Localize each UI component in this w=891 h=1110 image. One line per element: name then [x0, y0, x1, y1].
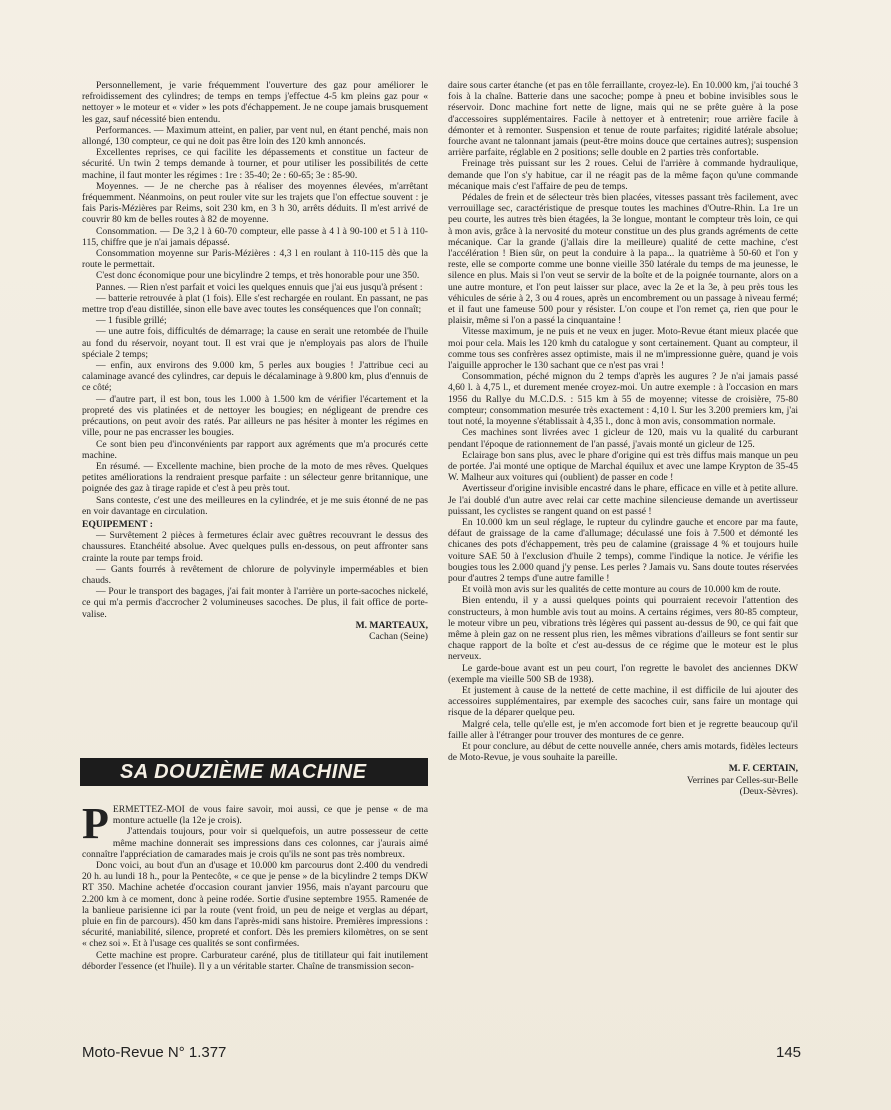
- article-paragraph: — batterie retrouvée à plat (1 fois). Elle s'est rechargée en roulant. En passant, ne pas mettre trop d'eau distillée, sinon elle bave avec toutes les conséquences que l'on connaît;: [82, 292, 428, 316]
- article-paragraph: Bien entendu, il y a aussi quelques points qui pourraient recevoir l'attention des constructeurs, à mon humble avis tout au moins. A certains régimes, vers 80-85 compteur, le moteur vibre un peu, vibrations très légères qui passent au-dessus de 90, ce qui fait que même à plein gaz on ne ressent plus rien, les mêmes vibrations d'ailleurs se font sentir sur chaque rapport de la boîte et c'est au-dessus de ce régime que le moteur est le plus nerveux.: [448, 595, 798, 663]
- article-paragraph: daire sous carter étanche (et pas en tôle ferraillante, croyez-le). En 10.000 km, j'ai touché 3 fois à la chaîne. Batterie dans une sacoche; pompe à pneu et bobine invisibles sous le réservoir. Donc machine fort nette de ligne, mais qui ne se prête guère à la pose d'accessoires supplémentaires. Facile à nettoyer et à entretenir; roue arrière facile à démonter et à remonter. Suspension et tenue de route parfaites; rigidité latérale absolue; fourche avant ne talonnant jamais (peut-être moins douce que certaines autres); suspension arrière parfaite, réglable en 2 positions; selle double en 2 parties très confortable.: [448, 80, 798, 159]
- article-paragraph: Avertisseur d'origine invisible encastré dans le phare, efficace en ville et à petite allure. Je l'ai doublé d'un autre avec relai car cette machine silencieuse demande un avertisseur puissant, les cyclistes se rangent quand on est passé !: [448, 483, 798, 517]
- author-location: Verrines par Celles-sur-Belle: [686, 774, 798, 786]
- footer-page-number: 145: [776, 1044, 802, 1061]
- author-location: Cachan (Seine): [369, 630, 428, 642]
- article-paragraph: Sans conteste, c'est une des meilleures en la cylindrée, et je me suis étonné de ne pas en voir davantage en circulation.: [82, 494, 428, 517]
- article-paragraph: — d'autre part, il est bon, tous les 1.000 à 1.500 km de vérifier l'écartement et la propreté des vis platinées et de nettoyer les bougies; en négligeant de prendre ces précautions, on peut avoir des ratés. Par ailleurs ne pas hésiter à monter les régimes en ville, pour ne pas encrasser les bougies.: [82, 393, 428, 439]
- article-paragraph: ERMETTEZ-MOI de vous faire savoir, moi aussi, ce que je pense « de ma monture actuelle (la 12e je crois).: [112, 804, 428, 827]
- author-signature: M. F. CERTAIN,: [728, 763, 798, 775]
- article-paragraph: Ces machines sont livrées avec 1 gicleur de 120, mais vu la qualité du carburant pendant l'époque de rationnement de l'an passé, j'avais monté un gicleur de 125.: [448, 427, 798, 450]
- article-paragraph: Consommation, péché mignon du 2 temps d'après les augures ? Je n'ai jamais passé 4,60 l. à 4,75 l., et durement menée croyez-moi. Un autre exemple : à l'occasion en mars 1956 du Rallye du M.C.D.S. : 515 km à 55 de moyenne; vitesse de croisière, 75-80 compteur; consommation mesurée très exactement : 4,10 l. Sur les 3.200 premiers km, j'ai tout noté, la moyenne s'établissait à 4,35 l., donc à mon avis, consommation normale.: [448, 371, 798, 428]
- article-banner: [80, 758, 428, 786]
- article-paragraph: Vitesse maximum, je ne puis et ne veux en juger. Moto-Revue étant mieux placée que moi pour cela. Mais les 120 kmh du catalogue y sont certainement. Quant au compteur, il comme tous ses confrères assez optimiste, mais il ne m'impressionne guère, quand je vois l'aiguille approcher le 130 sachant que ce n'est pas vrai !: [448, 326, 798, 372]
- article-paragraph: — enfin, aux environs des 9.000 km, 5 perles aux bougies ! J'attribue ceci au calaminage avancé des cylindres, car depuis le décalaminage à 9.800 km, plus d'ennuis de ce côté;: [82, 360, 428, 394]
- article-paragraph: J'attendais toujours, pour voir si quelquefois, un autre possesseur de cette même machine donnerait ses impressions dans ces colonnes, car j'aurais aimé connaître l'appréciation de camarades mais je crois qu'ils ne sont pas très nombreux.: [82, 826, 428, 860]
- article-paragraph: Donc voici, au bout d'un an d'usage et 10.000 km parcourus dont 2.400 du vendredi 20 h. au lundi 18 h., pour la Pentecôte, « ce que je pense » de la bicylindre 2 temps DKW RT 350. Machine achetée d'occasion courant janvier 1956, mais n'ayant parcouru que 2.200 km à ce moment, donc à peine rodée. Sortie d'usine septembre 1955. Ramenée de la banlieue parisienne ici par la route (vent froid, un peu de neige et verglas au départ, pluie en fin de parcours). 450 km dans l'après-midi sans histoire. Premières impressions : sécurité, maniabilité, silence, propreté et confort. Dès les premiers kilomètres, on se sent « chez soi ». Et à l'usage ces qualités se sont confirmées.: [82, 860, 428, 950]
- article-paragraph: — Gants fourrés à revêtement de chlorure de polyvinyle imperméables et bien chauds.: [82, 563, 428, 586]
- footer-magazine-title: Moto-Revue N° 1.377: [82, 1044, 227, 1061]
- article-paragraph: Consommation moyenne sur Paris-Mézières : 4,3 l en roulant à 110-115 dès que la route le permettait.: [82, 248, 428, 271]
- article-paragraph: Et pour conclure, au début de cette nouvelle année, chers amis motards, fidèles lecteurs de Moto-Revue, je vous souhaite la pareille.: [448, 740, 798, 764]
- article-paragraph: Et justement à cause de la netteté de cette machine, il est difficile de lui ajouter des accessoires supplémentaires, par exemple des sacoches cuir, sans faire un montage qui risque de la déparer quelque peu.: [448, 684, 798, 719]
- article-paragraph: Moyennes. — Je ne cherche pas à réaliser des moyennes élevées, m'arrêtant fréquemment. Néanmoins, on peut rouler vite sur les trajets que l'on effectue souvent : je fais Paris-Mézières par Reims, soit 230 km, en 3 h 30, arrêts déduits. Il m'est arrivé de couvrir 80 km de belles routes à 82 de moyenne.: [82, 180, 428, 226]
- left-column: [82, 80, 428, 642]
- author-signature: M. MARTEAUX,: [355, 619, 428, 631]
- article-paragraph: Pannes. — Rien n'est parfait et voici les quelques ennuis que j'ai eus jusqu'à présent :: [96, 281, 423, 293]
- second-article-body: [82, 826, 428, 972]
- article-paragraph: Personnellement, je varie fréquemment l'ouverture des gaz pour améliorer le refroidissement des cylindres; de temps en temps j'effectue 4-5 km pleins gaz pour « nettoyer » le moteur et « vider » les pots d'échappement. Je ne coupe jamais brusquement les gaz, sauf nécessité bien entendu.: [82, 80, 428, 125]
- second-article: [82, 799, 428, 972]
- article-paragraph: — Survêtement 2 pièces à fermetures éclair avec guêtres recouvrant le dessus des chaussures. Etanchéité absolue. Avec quelques pulls en-dessous, on peut affronter sans crainte la route par temps froid.: [82, 530, 428, 564]
- drop-cap: P: [82, 799, 109, 848]
- article-paragraph: — une autre fois, difficultés de démarrage; la cause en serait une retombée de l'huile au fond du réservoir, noyant tout. Il est vrai que je n'employais pas alors de l'huile spéciale 2 temps;: [82, 326, 428, 360]
- article-paragraph: Et voilà mon avis sur les qualités de cette monture au cours de 10.000 km de route.: [462, 584, 781, 596]
- article-paragraph: Performances. — Maximum atteint, en palier, par vent nul, en étant penché, mais non allongé, 130 compteur, ce qui ne doit pas être loin des 120 kmh annoncés.: [82, 124, 428, 148]
- article-paragraph: Pédales de frein et de sélecteur très bien placées, vitesses passant très facilement, avec verrouillage sec, caractéristique de presque toutes les machines d'Outre-Rhin. La 1re un peu courte, les autres très bien étagées, la 3e longue, montant le compteur très loin, ce qui à mon avis, grâce à la nervosité du moteur constitue un des plus grands agréments de cette mécanique. Car la grande (j'allais dire la meilleure) qualité de cette machine, c'est l'accélération ! Bien sûr, on peut la conduire à la papa... la quatrième à 50-60 et l'on y reste, elle se comporte comme une bonne vieille 350 latérale du temps de ma jeunesse, le silence en plus. Mais si l'on veut se servir de la boîte et de la poignée tournante, alors on a une autre monture, et l'on peut laisser sur place, avec la 2e et la 3e, à peu près tous les véhicules de série à 2, 3 ou 4 roues, après un encombrement ou un passage à niveau fermé; et il faut une fameuse 500 pour y résister. L'on coupe et l'on remet ça, rien que pour le plaisir, même si l'on a passé la cinquantaine !: [448, 192, 798, 327]
- article-paragraph: Freinage très puissant sur les 2 roues. Celui de l'arrière à commande hydraulique, demande que l'on s'y habitue, car il ne réagit pas de la même façon qu'une commande mécanique mais c'est l'affaire de peu de temps.: [448, 158, 798, 192]
- article-paragraph: Consommation. — De 3,2 l à 60-70 compteur, elle passe à 4 l à 90-100 et 5 l à 110-115, chiffre que je n'ai jamais dépassé.: [82, 225, 428, 248]
- article-paragraph: Malgré cela, telle qu'elle est, je m'en accomode fort bien et je regrette beaucoup qu'il faille aller à l'étranger pour trouver des montures de ce genre.: [448, 718, 798, 741]
- article-paragraph: En 10.000 km un seul réglage, le rupteur du cylindre gauche et encore par ma faute, défaut de graissage de la came d'allumage; déculassé une fois à 7.500 et démonté les chicanes des pots d'échappement, très peu de calamine (graissage 4 % et toujours huile voiture SAE 50 à l'exclusion d'huile 2 temps), comme l'indique la notice. Je vérifie les bougies tous les 2.000 quand j'y pense. Les perles ? Jamais vu. Sans doute toutes réservées pour d'autres 2 temps d'une autre famille !: [448, 516, 798, 584]
- right-column: [448, 80, 798, 797]
- article-paragraph: Le garde-boue avant est un peu court, l'on regrette le bavolet des anciennes DKW (exemple ma vieille 500 SB de 1938).: [448, 662, 798, 685]
- article-paragraph: Excellentes reprises, ce qui facilite les dépassements et constitue un facteur de sécurité. Un twin 2 temps demande à tourner, et pour utiliser les possibilités de cette machine, il faut monter les régimes : 1re : 35-40; 2e : 60-65; 3e : 85-90.: [82, 147, 428, 181]
- article-paragraph: — Pour le transport des bagages, j'ai fait monter à l'arrière un porte-sacoches nickelé, ce qui m'a permis d'accrocher 2 volumineuses sacoches. De plus, il fait office de porte-valise.: [82, 586, 428, 620]
- section-heading: EQUIPEMENT :: [82, 518, 153, 530]
- author-location: (Deux-Sèvres).: [739, 785, 798, 797]
- article-paragraph: — 1 fusible grillé;: [96, 315, 167, 327]
- article-paragraph: Cette machine est propre. Carburateur caréné, plus de titillateur qui fait inutilement déborder l'essence (et l'huile). Il y a un véritable starter. Chaîne de transmission secon-: [82, 949, 428, 972]
- banner-title: SA DOUZIÈME MACHINE: [120, 760, 367, 783]
- article-paragraph: Ce sont bien peu d'inconvénients par rapport aux agréments que m'a procurés cette machine.: [82, 438, 428, 461]
- article-paragraph: Eclairage bon sans plus, avec le phare d'origine qui est très diffus mais manque un peu de portée. J'ai monté une optique de Marchal équilux et avec une lampe Krypton de 35-45 W. Malheur aux voitures qui (oublient) de passer en code !: [448, 449, 798, 484]
- article-paragraph: En résumé. — Excellente machine, bien proche de la moto de mes rêves. Quelques petites améliorations la rendraient presque parfaite : un sélecteur genre britannique, une poignée des gaz à tirage rapide et c'est à peu près tout.: [82, 460, 428, 495]
- article-paragraph: C'est donc économique pour une bicylindre 2 temps, et très honorable pour une 350.: [96, 270, 420, 282]
